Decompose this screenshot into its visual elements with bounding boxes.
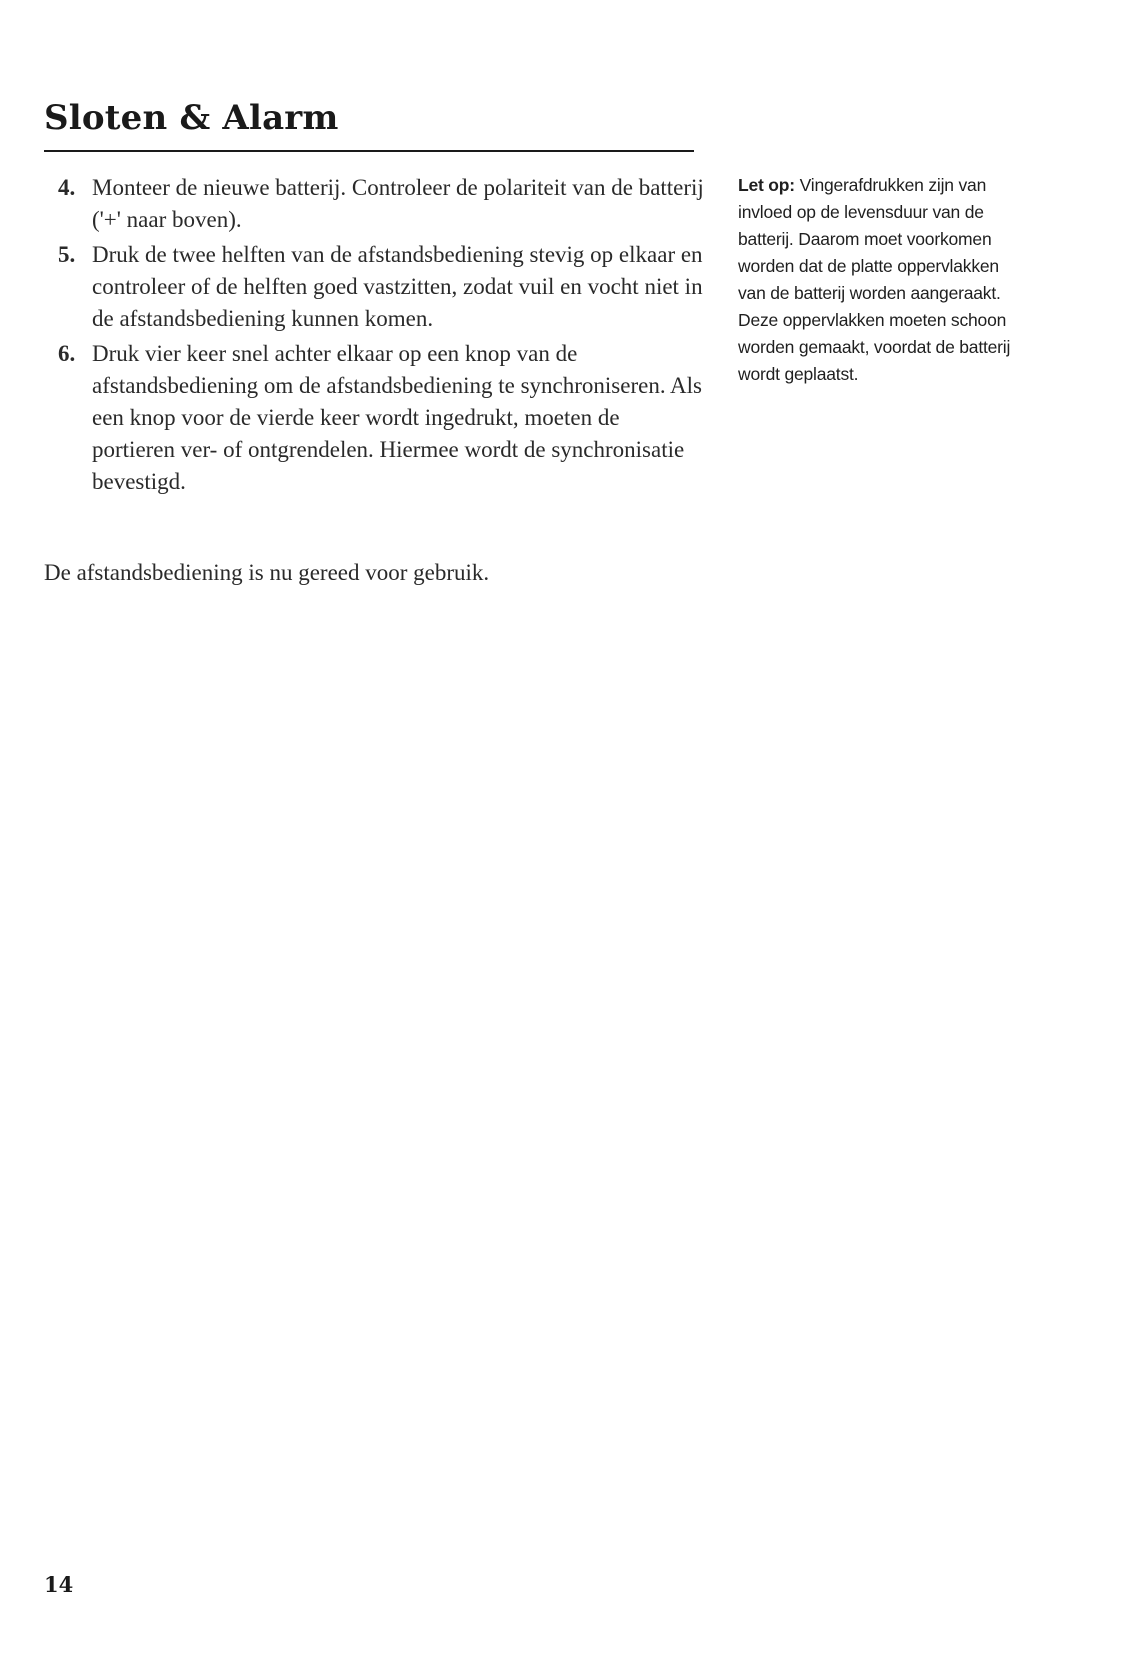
note-text: Vingerafdrukken zijn van invloed op de levensduur van de batterij. Daarom moet voorkomen worden dat de platte oppervlakken van de batterij worden aangeraakt. Deze oppervlakken moeten schoon worden gemaakt, voordat de batterij wordt geplaatst. <box>738 175 1011 384</box>
step-item <box>44 239 704 335</box>
step-number <box>44 338 92 498</box>
step-number <box>44 172 92 236</box>
page-number: 14 <box>44 1572 74 1597</box>
step-item <box>44 338 704 498</box>
instruction-steps <box>44 172 704 501</box>
step-text: Druk vier keer snel achter elkaar op een knop van de afstandsbediening om de afstandsbediening te synchroniseren. Als een knop voor de vierde keer wordt ingedrukt, moeten de portieren ver- of ontgrendelen. Hiermee wordt de synchronisatie bevestigd. <box>92 341 702 494</box>
step-text: Monteer de nieuwe batterij. Controleer de polariteit van de batterij ('+' naar boven). <box>92 175 704 232</box>
side-note <box>738 172 1028 388</box>
step-number-label: 6. <box>58 341 76 366</box>
closing-sentence: De afstandsbediening is nu gereed voor gebruik. <box>44 560 490 585</box>
step-number-label: 4. <box>58 175 76 200</box>
step-number <box>44 239 92 335</box>
page-title: Sloten & Alarm <box>44 98 339 138</box>
note-label: Let op: <box>738 175 795 195</box>
step-number-label: 5. <box>58 242 76 267</box>
step-text: Druk de twee helften van de afstandsbediening stevig op elkaar en controleer of de helften goed vastzitten, zodat vuil en vocht niet in de afstandsbediening kunnen komen. <box>92 242 703 331</box>
step-item <box>44 172 704 236</box>
title-divider <box>44 150 694 152</box>
